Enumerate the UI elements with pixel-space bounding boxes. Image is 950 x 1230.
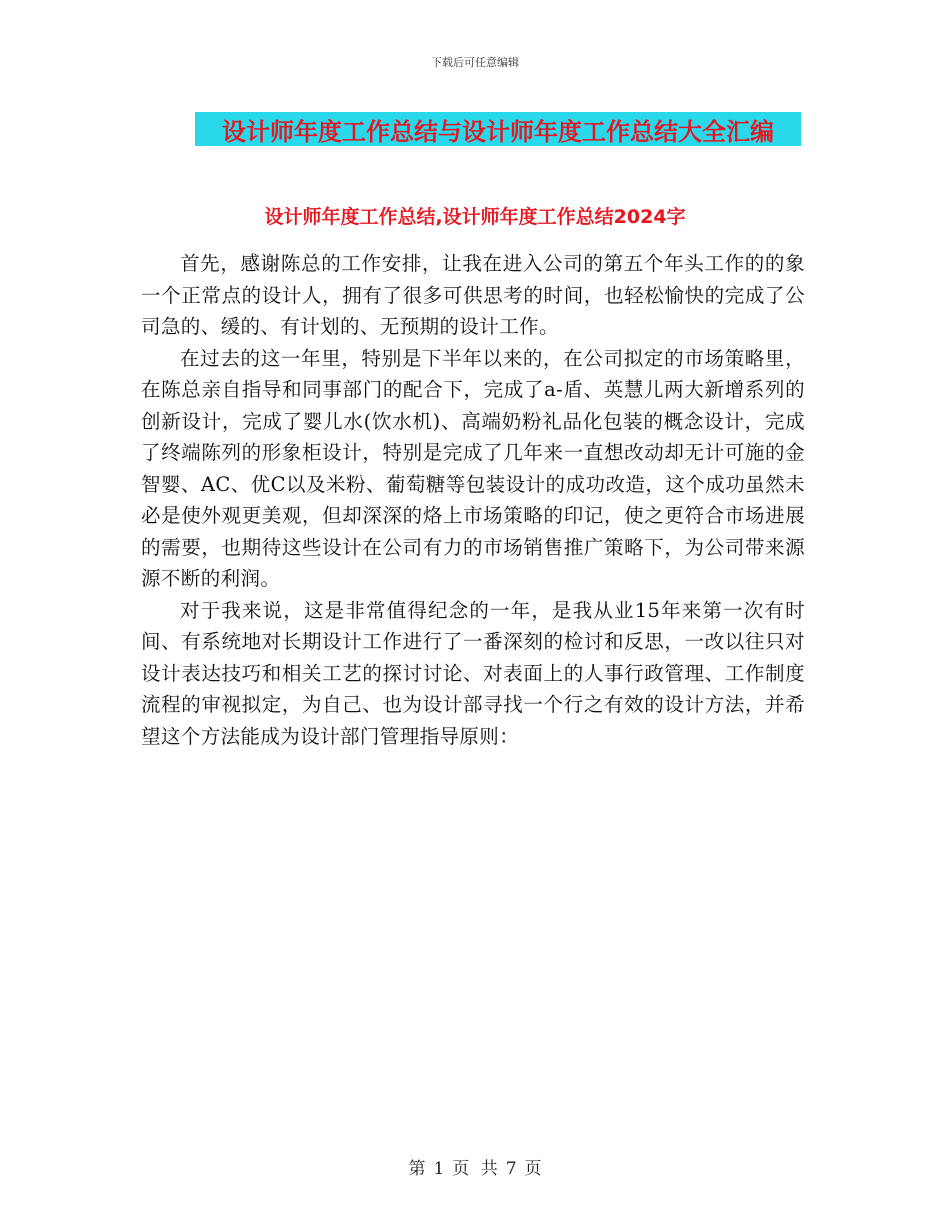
footer-suffix: 页 [524, 1159, 542, 1179]
paragraph: 在过去的这一年里，特别是下半年以来的，在公司拟定的市场策略里，在陈总亲自指导和同事部门的配合下，完成了a-盾、英慧儿两大新增系列的创新设计，完成了婴儿水(饮水机)、高端奶粉礼品化包装的概念设计，完成了终端陈列的形象柜设计，特别是完成了几年来一直想改动却无计可施的金智婴、AC、优C以及米粉、葡萄糖等包装设计的成功改造，这个成功虽然未必是使外观更美观，但却深深的烙上市场策略的印记，使之更符合市场进展的需要，也期待这些设计在公司有力的市场销售推广策略下，为公司带来源源不断的利润。 [141, 346, 805, 590]
footer-middle: 页 共 [452, 1159, 498, 1179]
main-title: 设计师年度工作总结与设计师年度工作总结大全汇编 [222, 117, 774, 146]
header-note: 下载后可任意编辑 [431, 56, 519, 69]
footer-prefix: 第 [408, 1159, 426, 1179]
sub-title: 设计师年度工作总结,设计师年度工作总结2024字 [264, 206, 686, 228]
paragraph: 首先，感谢陈总的工作安排，让我在进入公司的第五个年头工作的的象一个正常点的设计人，拥有了很多可供思考的时间，也轻松愉快的完成了公司急的、缓的、有计划的、无预期的设计工作。 [141, 252, 805, 338]
paragraph: 对于我来说，这是非常值得纪念的一年，是我从业15年来第一次有时间、有系统地对长期设计工作进行了一番深刻的检讨和反思，一改以往只对设计表达技巧和相关工艺的探讨讨论、对表面上的人事行政管理、工作制度流程的审视拟定，为自己、也为设计部寻找一个行之有效的设计方法，并希望这个方法能成为设计部门管理指导原则： [141, 598, 805, 748]
body-content [141, 248, 805, 752]
main-title-highlight [195, 112, 801, 146]
current-page-number: 1 [433, 1159, 445, 1179]
page-footer [0, 1154, 950, 1179]
total-pages-number: 7 [505, 1159, 517, 1179]
